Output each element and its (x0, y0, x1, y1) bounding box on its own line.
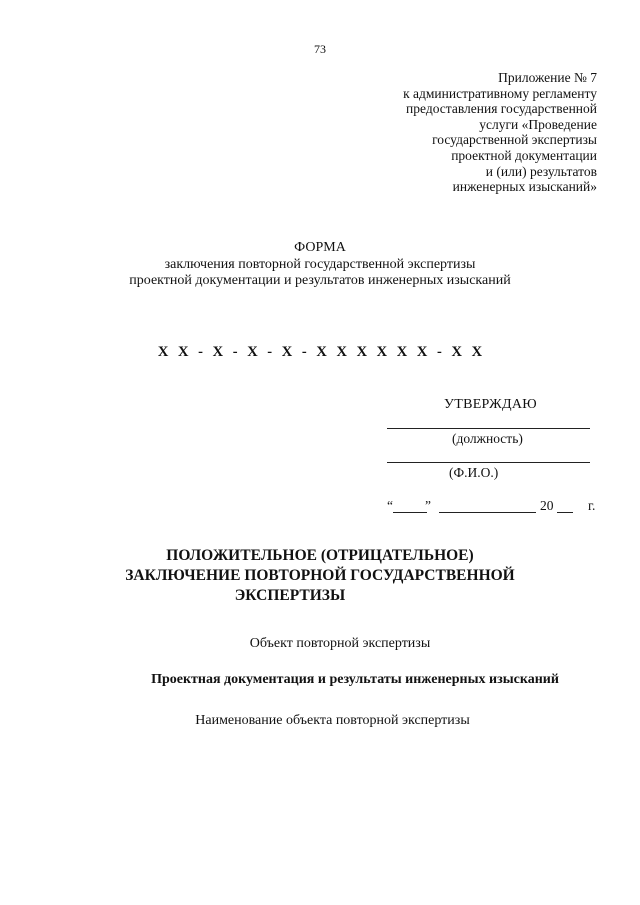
appendix-line: государственной экспертизы (432, 132, 597, 148)
day-blank-line (393, 512, 427, 513)
code-char: Х (157, 344, 169, 360)
appendix-line: к административному регламенту (403, 85, 597, 101)
conclusion-title-line: ЗАКЛЮЧЕНИЕ ПОВТОРНОЙ ГОСУДАРСТВЕННОЙ (125, 567, 515, 584)
code-char: Х (451, 344, 462, 360)
form-subtitle-line: проектной документации и результатов инженерных изысканий (129, 273, 511, 288)
documentation-type: Проектная документация и результаты инженерных изысканий (151, 672, 559, 687)
object-name-label: Наименование объекта повторной экспертизы (195, 713, 470, 728)
appendix-block (403, 70, 597, 195)
code-char: Х (376, 344, 388, 360)
conclusion-title (0, 546, 640, 606)
position-label: (должность) (452, 431, 523, 446)
appendix-line: инженерных изысканий» (452, 179, 597, 195)
appendix-line: Приложение № 7 (498, 70, 597, 85)
code-char: - (437, 344, 442, 360)
appendix-line: проектной документации (451, 147, 597, 163)
code-char: - (198, 344, 203, 360)
form-subtitle-line: заключения повторной государственной экспертизы (164, 256, 476, 272)
code-char: Х (336, 344, 347, 360)
code-char: - (301, 344, 307, 360)
conclusion-title-line: ПОЛОЖИТЕЛЬНОЕ (ОТРИЦАТЕЛЬНОЕ) (166, 547, 474, 564)
code-char: - (232, 344, 238, 360)
approval-date (387, 498, 602, 516)
code-char: Х (471, 344, 483, 360)
code-char: Х (356, 344, 368, 360)
date-open-quote: “ (387, 498, 393, 513)
date-close-quote: ” (425, 498, 431, 513)
code-char: Х (396, 344, 408, 360)
date-year-suffix: г. (588, 498, 596, 513)
date-year-prefix: 20 (540, 498, 554, 513)
code-char: - (267, 344, 273, 360)
month-blank-line (439, 512, 536, 513)
code-char: Х (316, 344, 327, 360)
conclusion-title-line: ЭКСПЕРТИЗЫ (234, 587, 346, 604)
appendix-line: предоставления государственной (406, 101, 597, 117)
appendix-line: услуги «Проведение (479, 116, 597, 132)
code-char: Х (212, 344, 224, 360)
year-blank-line (557, 512, 573, 513)
code-char: Х (178, 344, 189, 360)
appendix-line: и (или) результатов (485, 163, 597, 179)
form-header (0, 240, 640, 290)
position-signature-line (387, 428, 590, 429)
name-signature-line (387, 462, 590, 463)
name-label: (Ф.И.О.) (449, 465, 499, 480)
page-number: 73 (314, 42, 326, 56)
object-label: Объект повторной экспертизы (249, 636, 431, 651)
form-title: ФОРМА (294, 240, 346, 255)
approve-title: УТВЕРЖДАЮ (444, 397, 537, 412)
registration-code (0, 344, 640, 361)
code-char: Х (281, 344, 293, 360)
code-char: Х (416, 344, 428, 360)
code-char: Х (247, 344, 258, 360)
